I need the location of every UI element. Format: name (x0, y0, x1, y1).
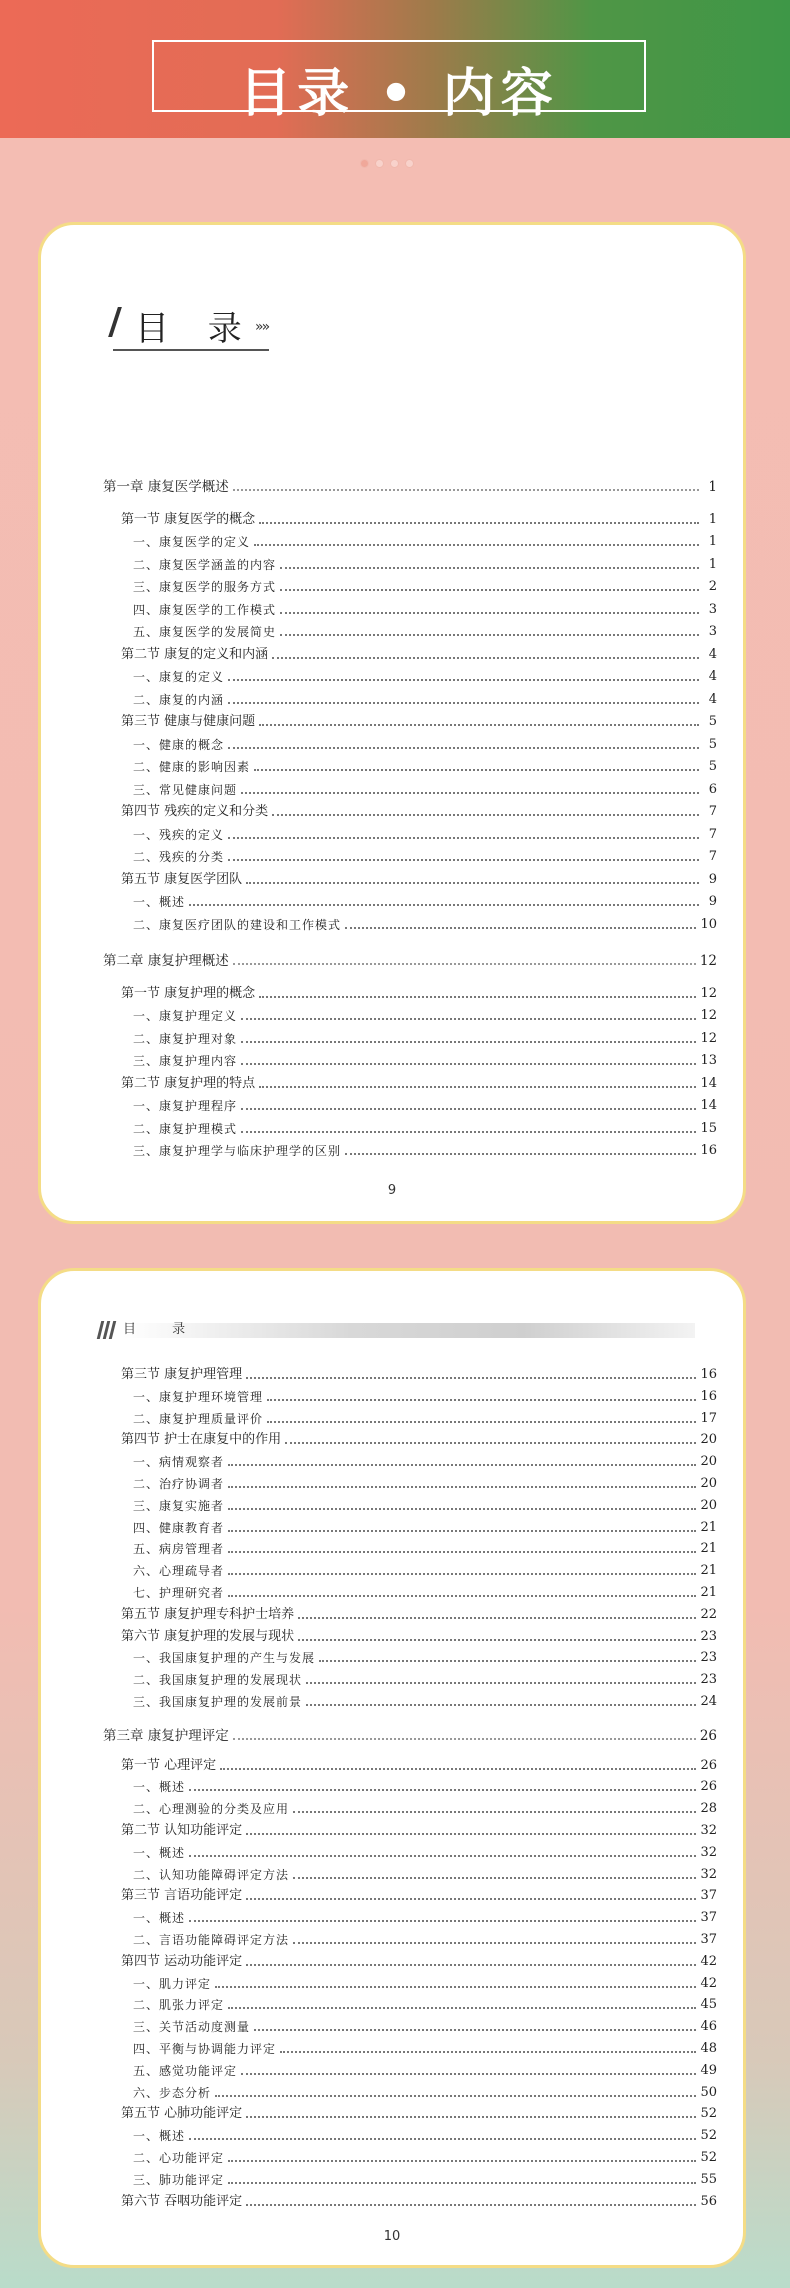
toc-entry-page: 4 (708, 669, 717, 684)
toc-entry-label: 三、康复护理学与临床护理学的区别 (133, 1144, 342, 1158)
toc-entry-label: 第一节 康复医学的概念 (121, 511, 256, 527)
dot-leader (246, 1897, 696, 1900)
toc-entry[interactable] (103, 1773, 717, 1795)
toc-entry[interactable] (103, 1535, 717, 1557)
page-number: 10 (383, 2229, 401, 2244)
toc-heading-text: 目 录 (135, 309, 256, 349)
toc-entry-page: 20 (700, 1476, 717, 1491)
dot-leader (254, 543, 699, 546)
title-bars-icon (113, 307, 123, 337)
toc-entry[interactable] (103, 798, 717, 820)
toc-entry[interactable] (103, 2079, 717, 2101)
dot-leader (233, 962, 696, 965)
toc-entry-label: 五、感觉功能评定 (133, 2063, 238, 2078)
dot-leader (272, 656, 699, 659)
toc-entry[interactable] (103, 821, 717, 843)
toc-entry[interactable] (103, 1926, 717, 1948)
toc-entry-page: 16 (700, 1143, 717, 1158)
toc-entry[interactable] (103, 1970, 717, 1992)
dot-leader (272, 813, 699, 816)
toc-entry-page: 23 (700, 1650, 717, 1666)
toc-entry[interactable] (103, 888, 717, 910)
toc-entry-page: 1 (708, 534, 717, 549)
toc-entry-page: 42 (700, 1975, 717, 1991)
toc-entry[interactable] (103, 776, 717, 798)
dot-leader (189, 1919, 696, 1922)
toc-entry[interactable] (103, 753, 717, 775)
toc-entry-page: 23 (700, 1672, 717, 1688)
dot-leader (241, 1130, 696, 1133)
dot-leader (280, 2050, 696, 2053)
toc-entry-page: 32 (700, 1844, 717, 1860)
toc-entry-label: 一、概述 (133, 1911, 186, 1926)
toc-entry[interactable] (103, 731, 717, 753)
dot-leader (228, 678, 699, 681)
page-number: 9 (387, 1183, 397, 1198)
dot-leader (298, 1616, 696, 1619)
toc-entry-page: 13 (700, 1053, 717, 1068)
toc-entry-label: 四、平衡与协调能力评定 (133, 2042, 277, 2056)
toc-entry-label: 二、残疾的分类 (133, 850, 225, 864)
toc-entry-label: 一、康复护理定义 (133, 1009, 238, 1023)
dot-leader (241, 2072, 696, 2075)
dot-leader (293, 1941, 696, 1944)
dot-leader (228, 858, 699, 861)
toc-entry-label: 二、康复医疗团队的建设和工作模式 (133, 917, 342, 932)
toc-entry-page: 7 (708, 804, 717, 819)
toc-entry-label: 一、概述 (133, 1780, 186, 1795)
dot-leader (259, 723, 699, 726)
toc-entry-label: 二、康复护理对象 (133, 1031, 238, 1046)
dot-leader (319, 1659, 696, 1662)
toc-entry-label: 二、康复的内涵 (133, 692, 225, 707)
title-underline (113, 349, 269, 351)
toc-entry-page: 37 (700, 1888, 717, 1904)
title-bars-icon (97, 1321, 121, 1339)
toc-entry-label: 三、关节活动度测量 (133, 2020, 251, 2035)
toc-entry-page: 21 (700, 1563, 717, 1579)
toc-entry-label: 第五节 心肺功能评定 (121, 2106, 243, 2122)
toc-entry[interactable] (103, 708, 717, 730)
toc-entry-label: 一、概述 (133, 895, 186, 909)
toc-entry-label: 二、认知功能障碍评定方法 (133, 1867, 290, 1882)
toc-entry-label: 一、肌力评定 (133, 1976, 212, 1991)
toc-entry[interactable] (103, 1492, 717, 1514)
toc-entry[interactable] (103, 911, 717, 933)
toc-entry[interactable] (103, 1817, 717, 1839)
toc-entry-page: 42 (700, 1953, 717, 1969)
toc-entry[interactable] (103, 1448, 717, 1470)
header-banner (0, 0, 790, 138)
toc-entry[interactable] (103, 947, 717, 969)
toc-entry[interactable] (103, 1904, 717, 1926)
toc-entry[interactable] (103, 1383, 717, 1405)
toc-entry-label: 一、残疾的定义 (133, 827, 225, 842)
pager-dot[interactable] (390, 159, 399, 168)
toc-entry[interactable] (103, 506, 717, 528)
toc-entry-label: 第二节 康复护理的特点 (121, 1075, 256, 1091)
toc-entry-label: 二、健康的影响因素 (133, 760, 251, 774)
toc-entry-page: 56 (700, 2193, 717, 2209)
toc-entry-label: 第三节 言语功能评定 (121, 1888, 243, 1904)
toc-entry[interactable] (103, 2188, 717, 2210)
dot-leader (228, 1550, 696, 1553)
dot-leader (293, 1810, 696, 1813)
toc-entry-label: 二、肌张力评定 (133, 1998, 225, 2013)
dot-leader (215, 1985, 696, 1988)
page-title: 目录 • 内容 (239, 64, 559, 124)
toc-entry[interactable] (103, 1839, 717, 1861)
toc-entry[interactable] (103, 2144, 717, 2166)
toc-entry[interactable] (103, 1047, 717, 1069)
toc-entry-page: 26 (700, 1779, 717, 1795)
toc-entry-label: 第三节 健康与健康问题 (121, 714, 256, 729)
toc-entry-label: 二、康复医学涵盖的内容 (133, 557, 277, 572)
dot-leader (228, 1594, 696, 1597)
toc-entry[interactable] (103, 596, 717, 618)
toc-entry-label: 第四节 运动功能评定 (121, 1953, 243, 1969)
toc-entry-label: 第三章 康复护理评定 (103, 1727, 229, 1744)
dot-leader (228, 1529, 696, 1532)
dot-leader (293, 1876, 696, 1879)
toc-entry-page: 20 (700, 1432, 717, 1448)
toc-entry-page: 7 (708, 849, 717, 864)
dot-leader (241, 1017, 696, 1020)
toc-entry[interactable] (103, 618, 717, 640)
toc-entry-page: 49 (700, 2062, 717, 2078)
dot-leader (246, 1376, 696, 1379)
toc-entry-label: 六、心理疏导者 (133, 1564, 225, 1579)
pager-dot[interactable] (360, 159, 369, 168)
toc-entry-label: 六、步态分析 (133, 2085, 212, 2100)
toc-entry-page: 28 (700, 1801, 717, 1817)
dot-leader (259, 521, 699, 524)
dot-leader (267, 1420, 696, 1423)
toc-entry-page: 32 (700, 1823, 717, 1838)
toc-entry-page: 3 (708, 601, 717, 617)
dot-leader (228, 1507, 696, 1510)
toc-entry[interactable] (103, 2013, 717, 2035)
toc-entry-page: 20 (700, 1454, 717, 1470)
toc-entry-page: 12 (700, 1008, 717, 1023)
toc-entry[interactable] (103, 1601, 717, 1623)
dot-leader (267, 1398, 696, 1401)
toc-entry-page: 52 (700, 2106, 717, 2122)
toc-entry-page: 52 (700, 2128, 717, 2144)
toc-entry-label: 第三节 康复护理管理 (121, 1367, 243, 1382)
toc-entry[interactable] (103, 1115, 717, 1137)
toc-entry-page: 46 (700, 2019, 717, 2035)
toc-entry[interactable] (103, 1137, 717, 1159)
toc-entry-label: 一、病情观察者 (133, 1455, 225, 1470)
toc-entry-page: 1 (708, 511, 717, 527)
dot-leader (280, 633, 699, 636)
toc-entry[interactable] (103, 980, 717, 1002)
toc-entry-page: 4 (708, 646, 717, 662)
toc-entry-page: 5 (708, 736, 717, 752)
dot-leader (246, 881, 699, 884)
toc-entry-label: 第一节 康复护理的概念 (121, 985, 256, 1001)
toc-entry[interactable] (103, 641, 717, 663)
toc-entry[interactable] (103, 2166, 717, 2188)
toc-entry-page: 1 (708, 556, 717, 572)
toc-entry-page: 9 (708, 894, 717, 909)
toc-entry[interactable] (103, 1752, 717, 1774)
dot-leader (241, 791, 699, 794)
toc-entry[interactable] (103, 1470, 717, 1492)
toc-entry-page: 26 (700, 1757, 717, 1773)
toc-entry-page: 48 (700, 2041, 717, 2056)
toc-entry-label: 二、心功能评定 (133, 2151, 225, 2165)
toc-entry-label: 一、概述 (133, 1845, 186, 1860)
toc-entry-label: 三、康复护理内容 (133, 1054, 238, 1068)
dot-leader (298, 1638, 696, 1641)
dot-leader (246, 2115, 696, 2118)
toc-entry-page: 55 (700, 2171, 717, 2187)
toc-entry-page: 4 (708, 691, 717, 707)
dot-leader (345, 1152, 696, 1155)
dot-leader (241, 1062, 696, 1065)
dot-leader (233, 488, 699, 491)
toc-entry-label: 四、健康教育者 (133, 1520, 225, 1535)
pager-dots[interactable] (360, 159, 430, 169)
toc-entry-label: 第一节 心理评定 (121, 1757, 217, 1773)
toc-entry-page: 12 (700, 1030, 717, 1046)
toc-entry-page: 37 (700, 1910, 717, 1926)
toc-entry-label: 二、言语功能障碍评定方法 (133, 1933, 290, 1947)
toc-entry-label: 第二节 康复的定义和内涵 (121, 646, 269, 662)
toc-entry-page: 3 (708, 624, 717, 639)
double-arrow-icon: »» (255, 319, 269, 335)
toc-entry[interactable] (103, 1623, 717, 1645)
toc-running-header-text: 目 录 (123, 1322, 202, 1337)
toc-entry-label: 七、护理研究者 (133, 1586, 225, 1600)
toc-entry[interactable] (103, 1405, 717, 1427)
toc-entry-label: 第六节 康复护理的发展与现状 (121, 1628, 295, 1644)
dot-leader (215, 2094, 696, 2097)
toc-entry-page: 20 (700, 1497, 717, 1513)
toc-entry[interactable] (103, 2057, 717, 2079)
toc-entry[interactable] (103, 528, 717, 550)
dot-leader (189, 1854, 696, 1857)
toc-entry[interactable] (103, 473, 717, 495)
toc-entry-page: 52 (700, 2150, 717, 2165)
toc-entry-page: 21 (700, 1585, 717, 1600)
toc-entry-label: 五、康复医学的发展简史 (133, 625, 277, 639)
toc-entry[interactable] (103, 686, 717, 708)
toc-entry[interactable] (103, 1070, 717, 1092)
toc-entry-page: 24 (700, 1694, 717, 1709)
toc-entry-label: 二、我国康复护理的发展现状 (133, 1673, 303, 1688)
dot-leader (228, 2006, 696, 2009)
toc-entry-page: 14 (700, 1098, 717, 1113)
pager-dot[interactable] (405, 159, 414, 168)
toc-entry-label: 第四节 护士在康复中的作用 (121, 1432, 282, 1448)
toc-entry[interactable] (103, 663, 717, 685)
toc-entry-label: 三、肺功能评定 (133, 2172, 225, 2187)
toc-entry-label: 第二章 康复护理概述 (103, 953, 229, 969)
toc-entry-label: 一、健康的概念 (133, 737, 225, 752)
toc-entry[interactable] (103, 573, 717, 595)
toc-entry-page: 7 (708, 826, 717, 842)
dot-leader (280, 588, 699, 591)
toc-entry-page: 12 (699, 953, 717, 969)
dot-leader (280, 611, 699, 614)
dot-leader (254, 2028, 696, 2031)
toc-entry-page: 12 (700, 985, 717, 1001)
toc-entry[interactable] (103, 1579, 717, 1601)
dot-leader (285, 1441, 696, 1444)
toc-entry[interactable] (103, 866, 717, 888)
toc-entry-page: 1 (708, 479, 717, 495)
dot-leader (228, 2159, 696, 2162)
dot-leader (220, 1767, 696, 1770)
dot-leader (189, 903, 699, 906)
dot-leader (241, 1107, 696, 1110)
toc-entry-label: 第六节 吞咽功能评定 (121, 2193, 243, 2209)
toc-entry-page: 45 (700, 1997, 717, 2013)
dot-leader (345, 926, 696, 929)
toc-entry[interactable] (103, 1557, 717, 1579)
toc-entry[interactable] (103, 1795, 717, 1817)
toc-entry[interactable] (103, 843, 717, 865)
dot-leader (259, 995, 696, 998)
toc-entry[interactable] (103, 551, 717, 573)
dot-leader (306, 1703, 696, 1706)
toc-entry[interactable] (103, 1722, 717, 1744)
toc-entry-page: 17 (700, 1410, 717, 1426)
toc-entry-page: 26 (699, 1727, 717, 1744)
dot-leader (246, 2203, 696, 2206)
toc-entry-page: 5 (708, 714, 717, 729)
toc-entry[interactable] (103, 1426, 717, 1448)
toc-running-header (97, 1321, 697, 1341)
toc-entry-label: 第五节 康复医学团队 (121, 871, 243, 887)
toc-entry-page: 16 (700, 1367, 717, 1382)
dot-leader (241, 1040, 696, 1043)
dot-leader (228, 2181, 696, 2184)
toc-entry[interactable] (103, 2122, 717, 2144)
toc-entry-page: 23 (700, 1628, 717, 1644)
toc-entry-label: 一、康复护理程序 (133, 1099, 238, 1113)
toc-entry[interactable] (103, 1092, 717, 1114)
dot-leader (228, 1572, 696, 1575)
toc-entry-label: 二、治疗协调者 (133, 1477, 225, 1491)
toc-entry[interactable] (103, 1882, 717, 1904)
toc-entry-label: 三、我国康复护理的发展前景 (133, 1695, 303, 1709)
toc-entry-page: 9 (708, 871, 717, 887)
toc-entry-page: 16 (700, 1388, 717, 1404)
toc-entry[interactable] (103, 1948, 717, 1970)
dot-leader (233, 1737, 696, 1740)
toc-entry[interactable] (103, 2035, 717, 2057)
toc-entry-label: 三、常见健康问题 (133, 782, 238, 797)
toc-entry-label: 四、康复医学的工作模式 (133, 602, 277, 617)
toc-entry-page: 15 (700, 1120, 717, 1136)
toc-entry-page: 2 (708, 579, 717, 594)
toc-entry-page: 6 (708, 781, 717, 797)
toc-entry-label: 二、康复护理质量评价 (133, 1411, 264, 1426)
toc-entry-page: 5 (708, 759, 717, 774)
toc-entry-page: 21 (700, 1541, 717, 1557)
toc-entry-page: 37 (700, 1932, 717, 1947)
toc-entry-label: 一、康复护理环境管理 (133, 1389, 264, 1404)
toc-entry-label: 五、病房管理者 (133, 1542, 225, 1557)
dot-leader (228, 1485, 696, 1488)
dot-leader (228, 746, 699, 749)
toc-entry-page: 21 (700, 1519, 717, 1535)
dot-leader (228, 1463, 696, 1466)
toc-entry[interactable] (103, 1644, 717, 1666)
toc-entry-label: 一、康复医学的定义 (133, 535, 251, 549)
toc-entry-page: 22 (700, 1606, 717, 1622)
toc-entry[interactable] (103, 1514, 717, 1536)
toc-entry-label: 二、康复护理模式 (133, 1121, 238, 1136)
dot-leader (189, 1788, 696, 1791)
toc-entry-page: 10 (700, 916, 717, 932)
toc-entry-page: 32 (700, 1866, 717, 1882)
toc-entry-label: 三、康复医学的服务方式 (133, 580, 277, 594)
dot-leader (254, 768, 699, 771)
dot-leader (189, 2137, 696, 2140)
toc-entry[interactable] (103, 1361, 717, 1383)
dot-leader (306, 1681, 696, 1684)
pager-dot[interactable] (375, 159, 384, 168)
dot-leader (246, 1963, 696, 1966)
toc-entry-label: 一、康复的定义 (133, 670, 225, 684)
toc-entry-label: 第五节 康复护理专科护士培养 (121, 1606, 295, 1622)
toc-entry-label: 一、概述 (133, 2129, 186, 2144)
toc-entry[interactable] (103, 1002, 717, 1024)
toc-entry-page: 50 (700, 2084, 717, 2100)
dot-leader (228, 836, 699, 839)
toc-entry-label: 一、我国康复护理的产生与发展 (133, 1651, 316, 1666)
toc-entry-label: 三、康复实施者 (133, 1498, 225, 1513)
toc-entry-page: 14 (700, 1075, 717, 1091)
toc-entry[interactable] (103, 1025, 717, 1047)
header-gradient-bar (123, 1323, 695, 1338)
toc-entry[interactable] (103, 1991, 717, 2013)
dot-leader (259, 1085, 696, 1088)
toc-entry[interactable] (103, 1688, 717, 1710)
dot-leader (228, 701, 699, 704)
toc-entry-label: 第二节 认知功能评定 (121, 1823, 243, 1838)
toc-entry[interactable] (103, 2100, 717, 2122)
toc-page-card (38, 222, 746, 1224)
toc-entry[interactable] (103, 1666, 717, 1688)
toc-entry-label: 第四节 残疾的定义和分类 (121, 804, 269, 819)
dot-leader (280, 566, 699, 569)
dot-leader (246, 1832, 696, 1835)
toc-entry-label: 二、心理测验的分类及应用 (133, 1802, 290, 1817)
toc-entry-label: 第一章 康复医学概述 (103, 479, 229, 495)
toc-page-card (38, 1268, 746, 2268)
toc-entry[interactable] (103, 1861, 717, 1883)
